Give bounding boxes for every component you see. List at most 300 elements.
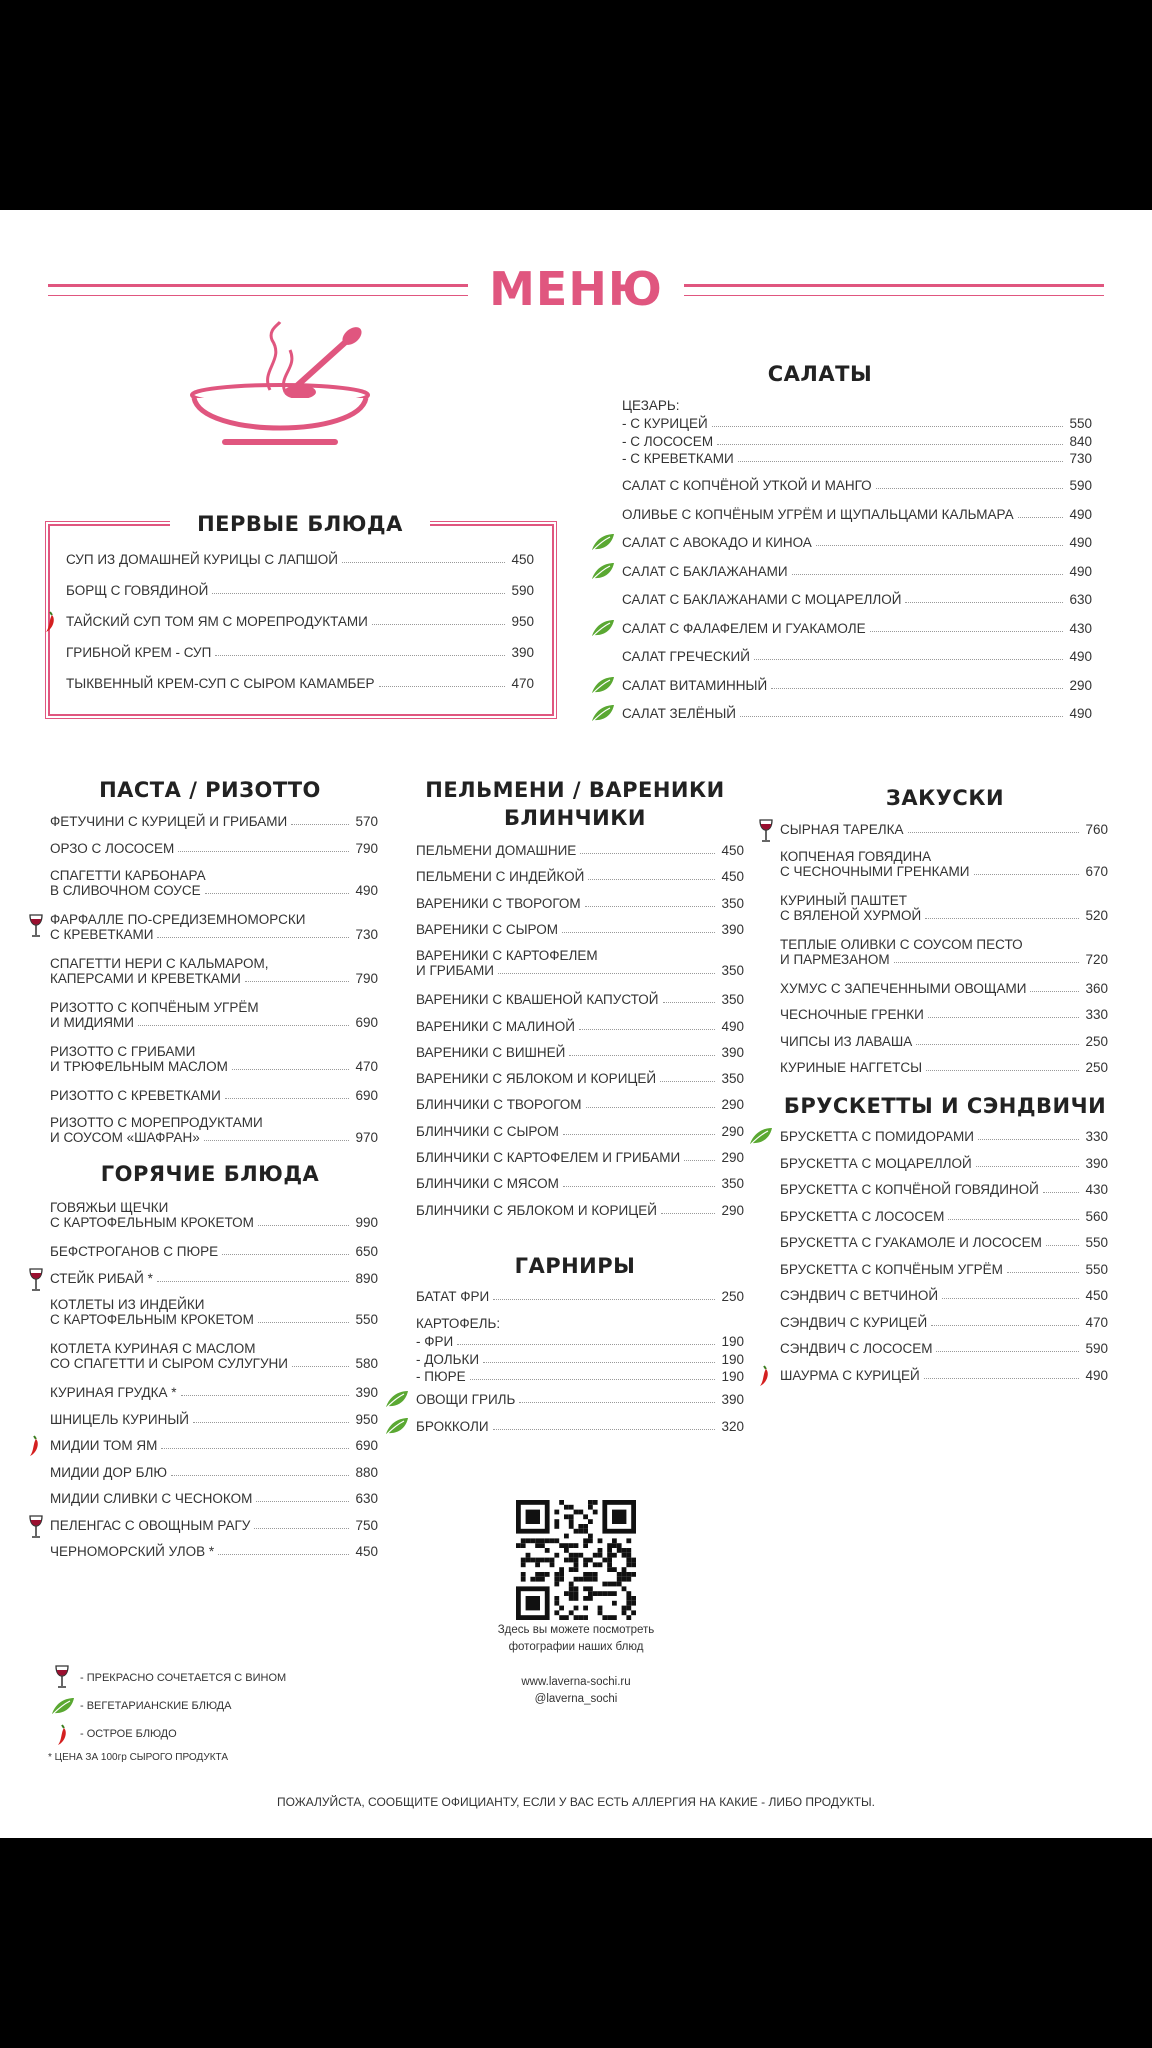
dumplings-heading-2: БЛИНЧИКИ <box>504 806 646 830</box>
menu-item-name-line2: С ЧЕСНОЧНЫМИ ГРЕНКАМИ <box>780 863 970 879</box>
menu-item <box>622 678 1092 693</box>
menu-item-name: БРУСКЕТТА С КОПЧЁНОЙ ГОВЯДИНОЙ <box>780 1182 1039 1197</box>
menu-item-price: 490 <box>1069 563 1092 579</box>
menu-item-name: КУРИНЫЙ ПАШТЕТ <box>780 892 908 908</box>
menu-item-price: 450 <box>1085 1288 1108 1303</box>
menu-title-row <box>48 264 1104 314</box>
menu-item-price: 630 <box>355 1491 378 1506</box>
leader-dots <box>157 1281 350 1282</box>
leader-dots <box>908 832 1080 833</box>
menu-item-name: - С КРЕВЕТКАМИ <box>622 451 734 466</box>
instagram-handle[interactable]: @laverna_sochi <box>534 1693 618 1705</box>
leader-dots <box>212 593 505 594</box>
wine-icon <box>28 914 44 942</box>
chili-icon <box>44 611 58 637</box>
leaf-icon <box>748 1126 774 1150</box>
snacks-heading: ЗАКУСКИ <box>885 786 1005 810</box>
leader-dots <box>562 932 715 933</box>
qr-caption-line1: Здесь вы можете посмотреть <box>497 1624 655 1636</box>
menu-item-name: ПЕЛЬМЕНИ ДОМАШНИЕ <box>416 843 577 858</box>
menu-item-name: ГОВЯЖЬИ ЩЕЧКИ <box>50 1200 169 1215</box>
menu-item-price: 470 <box>511 676 534 691</box>
leaf-icon <box>590 532 616 556</box>
menu-item-name: САЛАТ С БАКЛАЖАНАМИ <box>622 563 788 579</box>
leader-dots <box>916 1044 1079 1045</box>
menu-item-name: ВАРЕНИКИ С КАРТОФЕЛЕМ <box>416 948 598 964</box>
menu-item-price: 390 <box>721 1392 744 1407</box>
menu-item <box>622 507 1092 522</box>
menu-item-name: БЛИНЧИКИ С ТВОРОГОМ <box>416 1097 582 1113</box>
menu-item-name: СПАГЕТТИ КАРБОНАРА <box>50 868 206 883</box>
leader-dots <box>178 851 349 852</box>
chili-icon <box>758 1365 772 1391</box>
menu-item-name: РИЗОТТО С КОПЧЁНЫМ УГРЁМ <box>50 1000 259 1015</box>
leader-dots <box>457 1344 715 1345</box>
qr-code[interactable] <box>516 1500 636 1620</box>
menu-item-price: 490 <box>1085 1367 1108 1383</box>
bruschetta-heading: БРУСКЕТТЫ И СЭНДВИЧИ <box>783 1094 1107 1118</box>
leader-dots <box>660 1081 715 1082</box>
menu-item-price: 520 <box>1085 907 1108 923</box>
menu-item <box>416 922 744 937</box>
menu-item-price: 690 <box>355 1015 378 1030</box>
menu-item-price: 730 <box>1069 451 1092 466</box>
menu-item <box>622 478 1092 493</box>
leaf-icon <box>384 1389 410 1413</box>
menu-item-name: СТЕЙК РИБАЙ * <box>50 1270 153 1286</box>
menu-item-name: СЭНДВИЧ С КУРИЦЕЙ <box>780 1314 928 1330</box>
menu-item-price: 650 <box>355 1244 378 1259</box>
leader-dots <box>1043 1192 1080 1193</box>
menu-item <box>416 1369 744 1384</box>
menu-item-price: 690 <box>355 1438 378 1453</box>
menu-item-name: САЛАТ ВИТАМИННЫЙ <box>622 677 768 693</box>
menu-item-price: 550 <box>1085 1235 1108 1250</box>
menu-item-price: 990 <box>355 1215 378 1230</box>
menu-item-price: 970 <box>355 1130 378 1145</box>
menu-item-price: 190 <box>721 1351 744 1367</box>
leader-dots <box>222 1254 349 1255</box>
leaf-icon <box>590 618 616 642</box>
menu-item-name: БАТАТ ФРИ <box>416 1289 490 1304</box>
leader-dots <box>928 1017 1080 1018</box>
menu-item-price: 760 <box>1085 822 1108 837</box>
salads-heading: САЛАТЫ <box>767 362 873 386</box>
menu-item-price: 390 <box>511 645 534 660</box>
leader-dots <box>586 1107 716 1108</box>
qr-caption-line2: фотографии наших блюд <box>508 1641 644 1653</box>
menu-item-name-line2: И СОУСОМ «ШАФРАН» <box>50 1130 200 1145</box>
menu-item-price: 350 <box>721 963 744 979</box>
menu-item-name: ГРИБНОЙ КРЕМ - СУП <box>66 645 212 660</box>
leader-dots <box>258 1225 350 1226</box>
menu-item-price: 390 <box>721 1044 744 1060</box>
menu-item <box>416 1071 744 1086</box>
menu-item-name: - ДОЛЬКИ <box>416 1351 480 1367</box>
menu-item-name: БЛИНЧИКИ С ЯБЛОКОМ И КОРИЦЕЙ <box>416 1202 657 1218</box>
menu-item <box>66 552 534 567</box>
leaf-icon <box>590 703 616 727</box>
menu-item-name: СУП ИЗ ДОМАШНЕЙ КУРИЦЫ С ЛАПШОЙ <box>66 552 338 567</box>
menu-item <box>780 893 1108 923</box>
leader-dots <box>372 624 506 625</box>
leader-dots <box>563 1186 716 1187</box>
menu-item <box>50 1341 378 1371</box>
leader-dots <box>925 918 1079 919</box>
leader-dots <box>342 562 506 563</box>
menu-item-name: - С КУРИЦЕЙ <box>622 416 708 431</box>
menu-item <box>416 869 744 884</box>
menu-item <box>50 1000 378 1030</box>
menu-item-price: 490 <box>1069 706 1092 721</box>
leader-dots <box>976 1166 1080 1167</box>
menu-item <box>622 649 1092 664</box>
menu-item-price: 490 <box>355 883 378 898</box>
menu-item-name: БРУСКЕТТА С ПОМИДОРАМИ <box>780 1129 974 1144</box>
website-link[interactable]: www.laverna-sochi.ru <box>521 1676 631 1688</box>
menu-item <box>416 1124 744 1139</box>
menu-item-name: - С ЛОСОСЕМ <box>622 433 714 449</box>
menu-item <box>780 1182 1108 1197</box>
menu-item-name: БРУСКЕТТА С ЛОСОСЕМ <box>780 1208 945 1224</box>
menu-item-name: ВАРЕНИКИ С СЫРОМ <box>416 921 558 937</box>
soups-heading: ПЕРВЫЕ БЛЮДА <box>170 512 430 536</box>
leader-dots <box>258 1322 350 1323</box>
leader-dots <box>291 824 349 825</box>
menu-item-price: 190 <box>721 1334 744 1349</box>
menu-item <box>416 1203 744 1218</box>
menu-item-price: 290 <box>721 1123 744 1139</box>
leader-dots <box>712 426 1064 427</box>
menu-item <box>66 645 534 660</box>
menu-item-name: БОРЩ С ГОВЯДИНОЙ <box>66 583 209 598</box>
menu-item-name-line2: КАПЕРСАМИ И КРЕВЕТКАМИ <box>50 971 241 986</box>
menu-item-name: БЛИНЧИКИ С МЯСОМ <box>416 1176 559 1192</box>
leader-dots <box>245 981 350 982</box>
menu-item-name-line2: С КАРТОФЕЛЬНЫМ КРОКЕТОМ <box>50 1215 254 1230</box>
leader-dots <box>738 461 1064 462</box>
allergy-footer: ПОЖАЛУЙСТА, СООБЩИТЕ ОФИЦИАНТУ, ЕСЛИ У ВАС ЕСТЬ АЛЛЕРГИЯ НА КАКИЕ - ЛИБО ПРОДУКТЫ. <box>277 1795 875 1809</box>
menu-item-price: 560 <box>1085 1208 1108 1224</box>
leader-dots <box>204 1140 350 1141</box>
leader-dots <box>948 1219 1079 1220</box>
leader-dots <box>232 1069 350 1070</box>
menu-item <box>780 1060 1108 1075</box>
leader-dots <box>470 1379 716 1380</box>
menu-item-price: 890 <box>355 1270 378 1286</box>
menu-item-name-line2: С КАРТОФЕЛЬНЫМ КРОКЕТОМ <box>50 1312 254 1327</box>
menu-item <box>50 1115 378 1145</box>
menu-item-name: СЭНДВИЧ С ЛОСОСЕМ <box>780 1341 933 1356</box>
menu-item-name-line2: И ПАРМЕЗАНОМ <box>780 951 890 967</box>
menu-item-name: ПЕЛЬМЕНИ С ИНДЕЙКОЙ <box>416 869 585 885</box>
menu-item-name: ЧЕРНОМОРСКИЙ УЛОВ * <box>50 1544 215 1559</box>
menu-item-name: ОВОЩИ ГРИЛЬ <box>416 1392 516 1407</box>
menu-item-name-line2: СО СПАГЕТТИ И СЫРОМ СУЛУГУНИ <box>50 1356 288 1371</box>
menu-item-price: 670 <box>1085 863 1108 879</box>
menu-item-name: ФАРФАЛЛЕ ПО-СРЕДИЗЕМНОМОРСКИ <box>50 912 306 927</box>
leader-dots <box>936 1351 1079 1352</box>
leader-dots <box>1007 1272 1080 1273</box>
menu-item-price: 580 <box>355 1356 378 1371</box>
menu-item <box>780 1034 1108 1049</box>
menu-item <box>50 1438 378 1453</box>
menu-item-price: 390 <box>1085 1155 1108 1171</box>
menu-item-price: 490 <box>1069 506 1092 522</box>
menu-item <box>416 1150 744 1165</box>
legend-leaf-icon <box>50 1696 76 1720</box>
menu-item <box>622 592 1092 607</box>
menu-item-price: 250 <box>1085 1033 1108 1049</box>
menu-item-price: 470 <box>355 1059 378 1074</box>
menu-item-name: - ФРИ <box>416 1334 454 1349</box>
leader-dots <box>684 1160 715 1161</box>
sides-heading: ГАРНИРЫ <box>514 1254 636 1278</box>
menu-item-price: 630 <box>1069 592 1092 607</box>
menu-item-name: ВАРЕНИКИ С КВАШЕНОЙ КАПУСТОЙ <box>416 992 659 1008</box>
menu-item-name: СЫРНАЯ ТАРЕЛКА <box>780 822 904 837</box>
menu-item <box>416 1352 744 1367</box>
menu-item-name: ТЫКВЕННЫЙ КРЕМ-СУП С СЫРОМ КАМАМБЕР <box>66 676 375 691</box>
menu-item <box>780 1288 1108 1303</box>
menu-item-price: 320 <box>721 1419 744 1434</box>
menu-item-name: БРУСКЕТТА С МОЦАРЕЛЛОЙ <box>780 1155 972 1171</box>
menu-item-price: 350 <box>721 1176 744 1192</box>
leader-dots <box>926 1070 1079 1071</box>
menu-item <box>50 841 378 856</box>
menu-item-price: 250 <box>1085 1060 1108 1075</box>
menu-item-price: 190 <box>721 1369 744 1384</box>
menu-item <box>780 981 1108 996</box>
leaf-icon <box>590 561 616 585</box>
menu-item-price: 350 <box>721 1071 744 1087</box>
leader-dots <box>569 1055 715 1056</box>
menu-item-price: 490 <box>1069 649 1092 664</box>
leader-dots <box>379 686 506 687</box>
menu-item-name: БРУСКЕТТА С ГУАКАМОЛЕ И ЛОСОСЕМ <box>780 1235 1042 1250</box>
menu-item-price: 950 <box>511 614 534 629</box>
menu-item <box>416 1289 744 1304</box>
menu-item-price: 590 <box>1085 1341 1108 1356</box>
menu-item-name: МИДИИ ДОР БЛЮ <box>50 1464 168 1480</box>
menu-item <box>780 1156 1108 1171</box>
menu-item-price: 350 <box>721 992 744 1008</box>
menu-item <box>416 896 744 911</box>
menu-item <box>622 434 1092 449</box>
wine-icon <box>28 1515 44 1543</box>
menu-item-name: ЧИПСЫ ИЗ ЛАВАША <box>780 1033 913 1049</box>
menu-item <box>416 1097 744 1112</box>
leader-dots <box>256 1501 349 1502</box>
menu-item-name: САЛАТ С КОПЧЁНОЙ УТКОЙ И МАНГО <box>622 478 872 493</box>
leader-dots <box>754 659 1064 660</box>
leader-dots <box>157 937 349 938</box>
legend-chili-icon <box>56 1724 70 1750</box>
menu-item-name: КОТЛЕТА КУРИНАЯ С МАСЛОМ <box>50 1341 256 1356</box>
leader-dots <box>205 893 350 894</box>
menu-item-name: РИЗОТТО С ГРИБАМИ <box>50 1044 196 1059</box>
menu-item-price: 290 <box>721 1150 744 1165</box>
menu-item-name: САЛАТ ГРЕЧЕСКИЙ <box>622 649 750 664</box>
menu-item <box>50 1297 378 1327</box>
menu-item-price: 790 <box>355 841 378 856</box>
menu-item <box>622 621 1092 636</box>
menu-item-price: 330 <box>1085 1129 1108 1144</box>
leaf-icon <box>384 1416 410 1440</box>
menu-item-price: 330 <box>1085 1007 1108 1022</box>
menu-item <box>780 1129 1108 1144</box>
leader-dots <box>1046 1245 1080 1246</box>
menu-item <box>50 956 378 986</box>
leader-dots <box>483 1362 715 1363</box>
menu-item <box>622 451 1092 466</box>
menu-item-price: 390 <box>721 921 744 937</box>
menu-item-name: БРОККОЛИ <box>416 1419 489 1434</box>
menu-item-name-line2: И ГРИБАМИ <box>416 963 494 979</box>
menu-item <box>416 843 744 858</box>
menu-item <box>50 1491 378 1506</box>
menu-item <box>66 583 534 598</box>
leader-dots <box>717 444 1063 445</box>
menu-item-name: ФЕТУЧИНИ С КУРИЦЕЙ И ГРИБАМИ <box>50 814 288 829</box>
menu-item-name: САЛАТ С АВОКАДО И КИНОА <box>622 535 812 550</box>
caesar-label: ЦЕЗАРЬ: <box>622 398 680 413</box>
menu-item <box>416 1392 744 1407</box>
menu-item-name: ШАУРМА С КУРИЦЕЙ <box>780 1367 920 1383</box>
menu-item-name-line2: И МИДИЯМИ <box>50 1015 134 1030</box>
leader-dots <box>218 1554 349 1555</box>
leader-dots <box>579 1029 716 1030</box>
menu-item-price: 790 <box>355 971 378 986</box>
menu-item-name: ХУМУС С ЗАПЕЧЕННЫМИ ОВОЩАМИ <box>780 980 1027 996</box>
menu-item <box>622 706 1092 721</box>
menu-item <box>416 992 744 1007</box>
leader-dots <box>1018 517 1064 518</box>
leader-dots <box>161 1448 349 1449</box>
menu-item-name: ЧЕСНОЧНЫЕ ГРЕНКИ <box>780 1007 924 1022</box>
menu-item <box>50 1518 378 1533</box>
menu-item-price: 430 <box>1069 620 1092 636</box>
menu-item-price: 750 <box>355 1517 378 1533</box>
menu-item-price: 430 <box>1085 1182 1108 1197</box>
leader-dots <box>905 602 1063 603</box>
menu-item-name: - ПЮРЕ <box>416 1369 466 1384</box>
menu-item-name: КУРИНЫЕ НАГГЕТСЫ <box>780 1060 923 1075</box>
leader-dots <box>138 1025 350 1026</box>
leader-dots <box>894 962 1080 963</box>
leader-dots <box>870 631 1064 632</box>
menu-item-price: 550 <box>1069 416 1092 431</box>
menu-item-price: 450 <box>355 1544 378 1559</box>
soup-bowl-icon <box>190 320 410 470</box>
leader-dots <box>931 1325 1079 1326</box>
menu-item-name: ШНИЦЕЛЬ КУРИНЫЙ <box>50 1411 189 1427</box>
menu-item <box>50 1271 378 1286</box>
menu-item-name: БРУСКЕТТА С КОПЧЁНЫМ УГРЁМ <box>780 1261 1003 1277</box>
menu-item-name: БЛИНЧИКИ С КАРТОФЕЛЕМ И ГРИБАМИ <box>416 1150 681 1165</box>
menu-item-name: РИЗОТТО С МОРЕПРОДУКТАМИ <box>50 1115 263 1130</box>
leader-dots <box>816 545 1064 546</box>
leader-dots <box>493 1299 715 1300</box>
dumplings-heading: ПЕЛЬМЕНИ / ВАРЕНИКИ <box>425 778 725 802</box>
leaf-icon <box>590 675 616 699</box>
menu-item <box>66 676 534 691</box>
menu-item <box>780 1235 1108 1250</box>
legend-veg-text: - ВЕГЕТАРИАНСКИЕ БЛЮДА <box>80 1700 232 1712</box>
chili-icon <box>28 1435 42 1461</box>
menu-item <box>780 1262 1108 1277</box>
leader-dots <box>1030 991 1079 992</box>
leader-dots <box>588 879 715 880</box>
leader-dots <box>225 1098 350 1099</box>
menu-sheet <box>0 210 1152 1838</box>
menu-item <box>416 948 744 978</box>
leader-dots <box>171 1475 349 1476</box>
menu-item-price: 390 <box>355 1385 378 1400</box>
menu-item-name: КОТЛЕТЫ ИЗ ИНДЕЙКИ <box>50 1297 205 1312</box>
menu-item-name: РИЗОТТО С КРЕВЕТКАМИ <box>50 1088 221 1103</box>
menu-item-name: ОЛИВЬЕ С КОПЧЁНЫМ УГРЁМ И ЩУПАЛЬЦАМИ КАЛЬМАРА <box>622 506 1014 522</box>
leader-dots <box>181 1395 350 1396</box>
leader-dots <box>519 1402 715 1403</box>
menu-item-name: САЛАТ ЗЕЛЁНЫЙ <box>622 706 736 721</box>
leader-dots <box>740 716 1063 717</box>
menu-item-price: 730 <box>355 927 378 942</box>
menu-item-name: КУРИНАЯ ГРУДКА * <box>50 1385 177 1400</box>
menu-item-price: 590 <box>511 583 534 598</box>
leader-dots <box>792 574 1064 575</box>
menu-item <box>780 849 1108 879</box>
menu-item-price: 450 <box>721 843 744 858</box>
menu-item-name-line2: В СЛИВОЧНОМ СОУСЕ <box>50 883 201 898</box>
menu-item-price: 570 <box>355 814 378 829</box>
menu-item-name: ТАЙСКИЙ СУП ТОМ ЯМ С МОРЕПРОДУКТАМИ <box>66 614 368 629</box>
menu-item-name-line2: И ТРЮФЕЛЬНЫМ МАСЛОМ <box>50 1059 228 1074</box>
menu-item-price: 590 <box>1069 478 1092 493</box>
leader-dots <box>580 853 715 854</box>
menu-item-price: 880 <box>355 1464 378 1480</box>
menu-item-price: 450 <box>721 869 744 885</box>
legend-wine-icon <box>54 1665 70 1693</box>
menu-item-name: ВАРЕНИКИ С МАЛИНОЙ <box>416 1018 575 1034</box>
menu-item-name: СЭНДВИЧ С ВЕТЧИНОЙ <box>780 1288 939 1303</box>
leader-dots <box>942 1298 1079 1299</box>
menu-item-name: ВАРЕНИКИ С ТВОРОГОМ <box>416 895 581 911</box>
menu-title: МЕНЮ <box>489 262 663 316</box>
menu-item-name: СПАГЕТТИ НЕРИ С КАЛЬМАРОМ, <box>50 956 269 971</box>
menu-item <box>416 1019 744 1034</box>
menu-item-price: 290 <box>721 1202 744 1218</box>
leader-dots <box>493 1429 716 1430</box>
menu-item-price: 360 <box>1085 980 1108 996</box>
menu-item <box>780 1368 1108 1383</box>
menu-item-name: БЛИНЧИКИ С СЫРОМ <box>416 1123 559 1139</box>
menu-item-name: ВАРЕНИКИ С ВИШНЕЙ <box>416 1044 566 1060</box>
menu-item <box>50 1412 378 1427</box>
menu-item-name: МИДИИ ТОМ ЯМ <box>50 1438 158 1453</box>
menu-item-name-line2: С ВЯЛЕНОЙ ХУРМОЙ <box>780 907 922 923</box>
menu-item <box>50 868 378 898</box>
menu-item-name: БЕФСТРОГАНОВ С ПЮРЕ <box>50 1244 219 1259</box>
menu-item-price: 550 <box>355 1312 378 1327</box>
menu-item <box>416 1176 744 1191</box>
menu-item-price: 720 <box>1085 951 1108 967</box>
menu-item <box>50 814 378 829</box>
menu-item-price: 470 <box>1085 1314 1108 1330</box>
legend-spicy-text: - ОСТРОЕ БЛЮДО <box>80 1728 177 1740</box>
menu-item <box>50 1385 378 1400</box>
leader-dots <box>292 1366 349 1367</box>
